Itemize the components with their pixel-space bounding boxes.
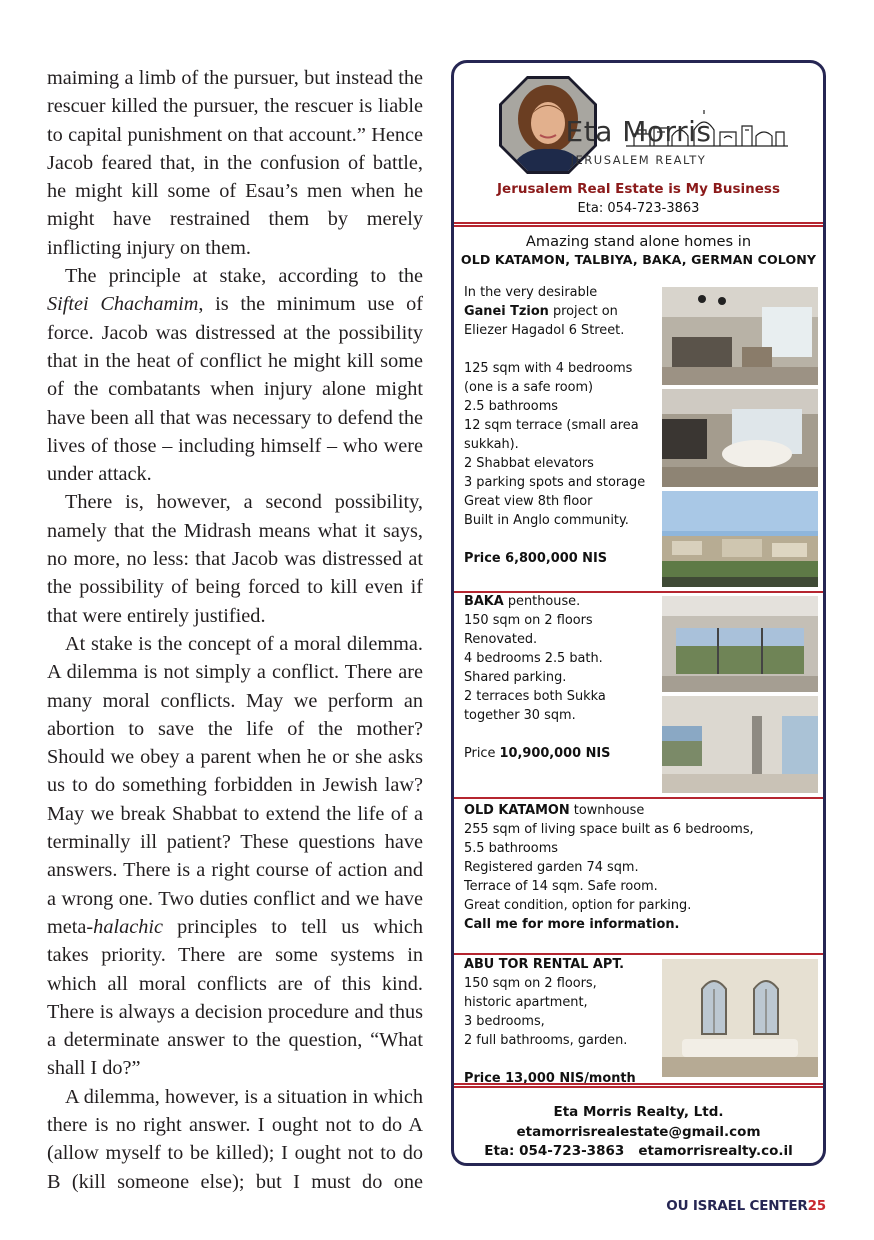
price-value: 10,900,000 NIS xyxy=(499,746,611,761)
listing-line: 12 sqm terrace (small area xyxy=(464,418,639,433)
listing-line-text: penthouse. xyxy=(503,594,581,609)
contact-phone-website: Eta: 054-723-3863 etamorrisrealty.co.il xyxy=(484,1143,793,1159)
listing-line: In the very desirable xyxy=(464,285,598,300)
listing-line: Terrace of 14 sqm. Safe room. xyxy=(464,879,658,894)
listing-price xyxy=(464,744,610,763)
brand-name: Eta Morris xyxy=(565,115,712,148)
listing-project-name: Ganei Tzion xyxy=(464,304,549,319)
publication-name: OU ISRAEL CENTER xyxy=(666,1198,808,1214)
listing-old-katamon-townhouse xyxy=(464,801,754,934)
historic-apartment-photo xyxy=(662,959,818,1077)
price-label: Price xyxy=(464,746,500,761)
listing-line: (one is a safe room) xyxy=(464,380,594,395)
page-footer xyxy=(666,1198,826,1214)
listing-line: 5.5 bathrooms xyxy=(464,841,558,856)
listing-ganei-tzion xyxy=(464,283,645,568)
listing-line xyxy=(464,801,754,820)
penthouse-room-photo xyxy=(662,696,818,793)
listing-line xyxy=(464,302,645,321)
thin-divider xyxy=(454,797,823,799)
listing-line xyxy=(464,592,610,611)
ad-tagline: Jerusalem Real Estate is My Business xyxy=(497,181,780,197)
article-text: The principle at stake, according to the xyxy=(65,265,423,288)
dining-room-photo xyxy=(662,389,818,487)
living-room-photo xyxy=(662,287,818,385)
page-number: 25 xyxy=(807,1198,826,1214)
ad-neighborhoods: OLD KATAMON, TALBIYA, BAKA, GERMAN COLONY xyxy=(460,252,817,267)
contact-email: etamorrisrealestate@gmail.com xyxy=(516,1123,761,1140)
listing-line: 2.5 bathrooms xyxy=(464,399,558,414)
article-text: At stake is the concept of a moral dilemma. A dilemma is not simply a conflict. There are many moral conflicts. May we perform an abortion to save the life of the mother? Should we obey a parent when he or she asks us to do something forbidden in Jewish law? May we break Shabbat to extend the life of a terminally ill patient? These questions have answers. There is a right course of action and a wrong one. Two duties conflict and we have meta- xyxy=(47,632,423,938)
listing-price: Price 6,800,000 NIS xyxy=(464,551,608,566)
listing-neighborhood: OLD KATAMON xyxy=(464,803,570,818)
listing-line-text: townhouse xyxy=(569,803,645,818)
article-paragraph-5 xyxy=(47,1083,423,1196)
article-column xyxy=(47,64,423,1196)
listing-call-to-action: Call me for more information. xyxy=(464,917,680,932)
listing-abu-tor-rental xyxy=(464,955,636,1088)
ad-header xyxy=(454,63,823,223)
listing-line: together 30 sqm. xyxy=(464,708,576,723)
listing-line: 150 sqm on 2 floors xyxy=(464,613,593,628)
listing-line: Registered garden 74 sqm. xyxy=(464,860,639,875)
ad-footer xyxy=(454,1103,823,1162)
ad-headline: Amazing stand alone homes in xyxy=(525,233,752,250)
listing-title: ABU TOR RENTAL APT. xyxy=(464,957,625,972)
realty-advertisement xyxy=(451,60,826,1166)
listing-line: 255 sqm of living space built as 6 bedrooms, xyxy=(464,822,754,837)
listing-line: sukkah). xyxy=(464,437,519,452)
listing-line: Renovated. xyxy=(464,632,538,647)
brand-subtitle: JERUSALEM REALTY xyxy=(570,153,707,167)
listing-line-text: project on xyxy=(548,304,618,319)
article-emphasis: halachic xyxy=(93,915,164,938)
article-paragraph-1 xyxy=(47,64,423,262)
listing-line: 2 Shabbat elevators xyxy=(464,456,594,471)
article-text: A dilemma, however, is a situation in which there is no right answer. I ought not to do A (allow myself to be killed); I ought not to do B (kill someone else); but I must do one xyxy=(47,1085,423,1193)
listing-line: Shared parking. xyxy=(464,670,567,685)
article-text: There is, however, a second possibility, namely that the Midrash means what it says, no more, no less: that Jacob was distressed at the possibility of being forced to kill even if that were entirely justified. xyxy=(47,491,423,627)
city-view-photo xyxy=(662,491,818,587)
article-paragraph-4 xyxy=(47,630,423,1083)
article-text: maiming a limb of the pursuer, but instead the rescuer killed the pursuer, the rescuer is liable to capital punishment on that account.” Hence Jacob feared that, in the confusion of battle, he might kill some of Esau’s men when he might have restrained them by merely inflicting injury on them. xyxy=(47,67,423,259)
listing-line: 3 parking spots and storage xyxy=(464,475,646,490)
listing-line: 2 full bathrooms, garden. xyxy=(464,1033,628,1048)
article-paragraph-2 xyxy=(47,262,423,488)
agent-phone: Eta: 054-723-3863 xyxy=(577,201,700,216)
listing-line: 4 bedrooms 2.5 bath. xyxy=(464,651,603,666)
listing-baka-penthouse xyxy=(464,592,610,763)
listing-price: Price 13,000 NIS/month xyxy=(464,1071,636,1086)
listing-line: Built in Anglo community. xyxy=(464,513,629,528)
listing-neighborhood: BAKA xyxy=(464,594,504,609)
listing-line: 3 bedrooms, xyxy=(464,1014,545,1029)
listing-line: 150 sqm on 2 floors, xyxy=(464,976,597,991)
article-text: , is the minimum use of force. Jacob was distressed at the possibility that in the heat of conflict he might kill some of the combatants when injury alone might have been all that was necessary to defend the lives of those – including himself – who were under attack. xyxy=(47,293,423,486)
article-text: principles to tell us which takes priority. There are some systems in which all moral conflicts are of this kind. There is always a decision procedure and thus a determinate answer to the question, “What shall I do?” xyxy=(47,915,423,1080)
listing-line: Great view 8th floor xyxy=(464,494,593,509)
article-paragraph-3 xyxy=(47,488,423,629)
listing-line: 2 terraces both Sukka xyxy=(464,689,606,704)
listing-line: Great condition, option for parking. xyxy=(464,898,692,913)
listing-line: Eliezer Hagadol 6 Street. xyxy=(464,323,625,338)
listing-line: historic apartment, xyxy=(464,995,588,1010)
red-divider xyxy=(454,1083,823,1088)
red-divider xyxy=(454,222,823,227)
penthouse-window-photo xyxy=(662,596,818,692)
listing-line: 125 sqm with 4 bedrooms xyxy=(464,361,633,376)
company-name: Eta Morris Realty, Ltd. xyxy=(553,1104,724,1120)
article-emphasis: Siftei Chachamim xyxy=(47,293,199,316)
